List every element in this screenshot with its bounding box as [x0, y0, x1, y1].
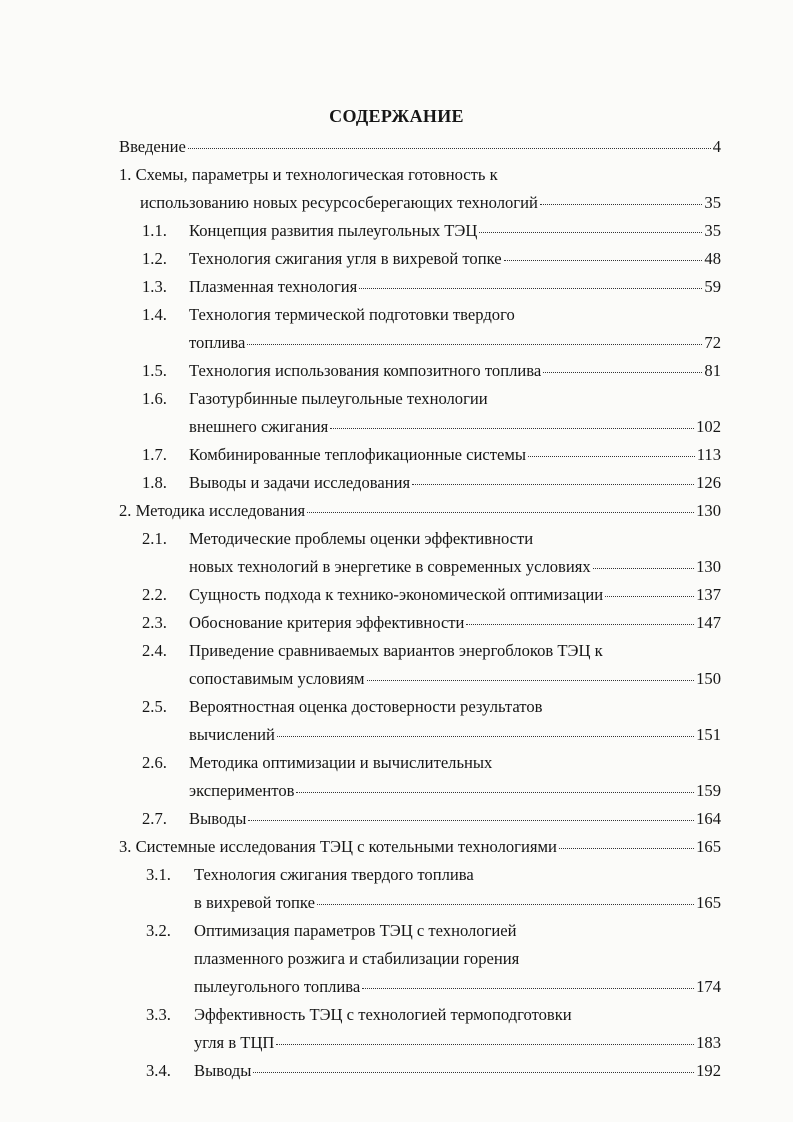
toc-page-number: 72 — [704, 333, 721, 352]
toc-entry-title: 3. Системные исследования ТЭЦ с котельными технологиями — [119, 837, 557, 856]
dot-leader — [466, 624, 694, 625]
toc-page-number: 183 — [696, 1033, 721, 1052]
toc-entry-title: Выводы — [189, 809, 247, 828]
toc-entry-title: плазменного розжига и стабилизации горения — [194, 949, 520, 968]
toc-entry-title: Оптимизация параметров ТЭЦ с технологией — [194, 921, 517, 940]
toc-entry-number: 1.6. — [142, 389, 167, 408]
toc-entry-title: Технология термической подготовки твердого — [189, 305, 515, 324]
toc-entry-number: 3.3. — [146, 1005, 171, 1024]
dot-leader — [479, 232, 702, 233]
toc-entry-title: 2. Методика исследования — [119, 501, 306, 520]
toc-entry-title: Выводы — [194, 1061, 252, 1080]
toc-entry-line — [142, 277, 721, 297]
dot-leader — [188, 148, 711, 149]
toc-entry-number: 2.6. — [142, 753, 167, 772]
dot-leader — [528, 456, 695, 457]
toc-entry-line — [194, 949, 721, 969]
toc-entry-line — [140, 193, 721, 213]
toc-page-number: 48 — [704, 249, 721, 268]
dot-leader — [362, 988, 694, 989]
toc-entry-line — [142, 697, 721, 717]
toc-entry-title: Концепция развития пылеугольных ТЭЦ — [189, 221, 478, 240]
toc-entry-number: 3.2. — [146, 921, 171, 940]
toc-entry-line — [119, 501, 721, 521]
toc-entry-line — [119, 165, 721, 185]
dot-leader — [559, 848, 694, 849]
toc-page-number: 165 — [696, 837, 721, 856]
toc-page-number: 4 — [712, 137, 721, 156]
toc-page-number: 147 — [696, 613, 721, 632]
dot-leader — [359, 288, 702, 289]
toc-entry-title: Вероятностная оценка достоверности результатов — [189, 697, 543, 716]
dot-leader — [248, 820, 694, 821]
dot-leader — [253, 1072, 694, 1073]
toc-entry-number: 3.1. — [146, 865, 171, 884]
dot-leader — [276, 1044, 694, 1045]
toc-entry-title: Технология использования композитного топлива — [189, 361, 542, 380]
toc-entry-title: сопоставимым условиям — [189, 669, 365, 688]
toc-entry-title: Методические проблемы оценки эффективности — [189, 529, 534, 548]
toc-entry-title: Сущность подхода к технико-экономической оптимизации — [189, 585, 604, 604]
dot-leader — [543, 372, 702, 373]
toc-entry-number: 1.5. — [142, 361, 167, 380]
toc-entry-title: Методика оптимизации и вычислительных — [189, 753, 493, 772]
toc-entry-line — [142, 585, 721, 605]
toc-entry-line — [142, 221, 721, 241]
toc-entry-title: экспериментов — [189, 781, 295, 800]
toc-entry-line — [142, 445, 721, 465]
toc-entry-title: Технология сжигания твердого топлива — [194, 865, 474, 884]
toc-entry-line — [146, 865, 721, 885]
toc-entry-title: внешнего сжигания — [189, 417, 329, 436]
toc-page-number: 59 — [704, 277, 721, 296]
toc-entry-title: Выводы и задачи исследования — [189, 473, 411, 492]
toc-entry-number: 1.4. — [142, 305, 167, 324]
toc-entry-number: 2.4. — [142, 641, 167, 660]
toc-entry-title: вычислений — [189, 725, 275, 744]
toc-page-number: 113 — [696, 445, 721, 464]
toc-page-number: 35 — [704, 221, 721, 240]
dot-leader — [593, 568, 694, 569]
toc-entry-title: угля в ТЦП — [194, 1033, 275, 1052]
toc-entry-number: 2.5. — [142, 697, 167, 716]
toc-entry-line — [142, 641, 721, 661]
toc-entry-line — [146, 921, 721, 941]
toc-entry-line — [142, 529, 721, 549]
toc-entry-number: 1.7. — [142, 445, 167, 464]
dot-leader — [247, 344, 702, 345]
toc-entry-line — [119, 837, 721, 857]
toc-page-number: 35 — [704, 193, 721, 212]
toc-entry-title: Плазменная технология — [189, 277, 358, 296]
dot-leader — [412, 484, 694, 485]
toc-entry-line — [142, 249, 721, 269]
toc-entry-title: Эффективность ТЭЦ с технологией термоподготовки — [194, 1005, 572, 1024]
toc-entry-line — [189, 725, 721, 745]
toc-page-number: 130 — [696, 557, 721, 576]
toc-entry-line — [119, 137, 721, 157]
dot-leader — [605, 596, 694, 597]
toc-entry-number: 1.2. — [142, 249, 167, 268]
toc-entry-line — [142, 753, 721, 773]
toc-entry-number: 2.1. — [142, 529, 167, 548]
toc-page-number: 126 — [696, 473, 721, 492]
toc-entry-title: Комбинированные теплофикационные системы — [189, 445, 527, 464]
toc-entry-title: новых технологий в энергетике в современных условиях — [189, 557, 591, 576]
toc-entry-line — [142, 389, 721, 409]
toc-entry-line — [142, 361, 721, 381]
toc-entry-title: Газотурбинные пылеугольные технологии — [189, 389, 488, 408]
toc-entry-title: Технология сжигания угля в вихревой топке — [189, 249, 502, 268]
toc-entry-line — [142, 473, 721, 493]
dot-leader — [504, 260, 703, 261]
toc-entry-number: 2.7. — [142, 809, 167, 828]
toc-page-number: 151 — [696, 725, 721, 744]
dot-leader — [296, 792, 694, 793]
dot-leader — [330, 428, 694, 429]
toc-page-number: 165 — [696, 893, 721, 912]
toc-page-number: 137 — [696, 585, 721, 604]
toc-entry-number: 1.8. — [142, 473, 167, 492]
toc-entry-title: 1. Схемы, параметры и технологическая готовность к — [119, 165, 498, 184]
toc-entry-line — [194, 977, 721, 997]
toc-page-number: 102 — [696, 417, 721, 436]
toc-entry-number: 1.3. — [142, 277, 167, 296]
dot-leader — [540, 204, 703, 205]
toc-entry-line — [189, 557, 721, 577]
toc-entry-line — [189, 333, 721, 353]
toc-entry-line — [189, 781, 721, 801]
toc-entry-line — [146, 1061, 721, 1081]
toc-entry-number: 2.2. — [142, 585, 167, 604]
dot-leader — [367, 680, 695, 681]
toc-page-number: 81 — [704, 361, 721, 380]
toc-page-number: 192 — [696, 1061, 721, 1080]
toc-entry-title: Приведение сравниваемых вариантов энергоблоков ТЭЦ к — [189, 641, 603, 660]
toc-entry-line — [142, 613, 721, 633]
toc-entry-line — [194, 893, 721, 913]
toc-page-number: 159 — [696, 781, 721, 800]
toc-entry-title: Введение — [119, 137, 186, 156]
toc-entry-title: Обоснование критерия эффективности — [189, 613, 465, 632]
toc-entry-number: 3.4. — [146, 1061, 171, 1080]
toc-entry-title: в вихревой топке — [194, 893, 315, 912]
toc-entry-title: использованию новых ресурсосберегающих технологий — [140, 193, 538, 212]
toc-entry-number: 2.3. — [142, 613, 167, 632]
toc-entry-line — [189, 417, 721, 437]
toc-page-number: 174 — [696, 977, 721, 996]
toc-entry-line — [194, 1033, 721, 1053]
toc-page-number: 150 — [696, 669, 721, 688]
toc-entry-line — [146, 1005, 721, 1025]
dot-leader — [277, 736, 694, 737]
toc-entry-line — [142, 809, 721, 829]
dot-leader — [317, 904, 694, 905]
page-title: СОДЕРЖАНИЕ — [329, 106, 464, 126]
toc-entry-title: топлива — [189, 333, 246, 352]
toc-entry-line — [189, 669, 721, 689]
dot-leader — [307, 512, 694, 513]
toc-entry-number: 1.1. — [142, 221, 167, 240]
toc-entry-title: пылеугольного топлива — [194, 977, 361, 996]
toc-entry-line — [142, 305, 721, 325]
toc-page-number: 130 — [696, 501, 721, 520]
toc-page-number: 164 — [696, 809, 721, 828]
